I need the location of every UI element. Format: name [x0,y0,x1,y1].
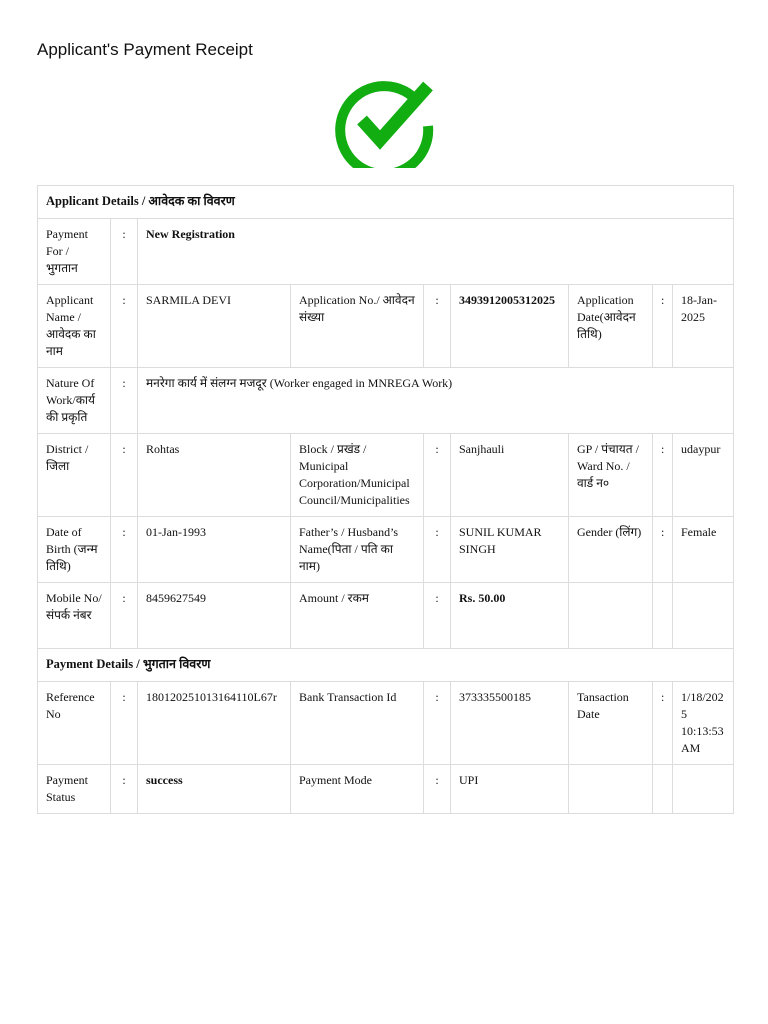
application-date-value: 18-Jan-2025 [673,285,734,368]
amount-value: Rs. 50.00 [451,583,569,649]
applicant-details-heading: Applicant Details / आवेदक का विवरण [38,186,734,219]
payment-status-label: Payment Status [38,765,111,814]
applicant-name-label: Applicant Name / आवेदक का नाम [38,285,111,368]
payment-status-value: success [138,765,291,814]
payment-for-label: Payment For / भुगतान [38,219,111,285]
separator: : [111,583,138,649]
empty-cell [673,765,734,814]
payment-status-row [38,765,734,814]
receipt-table [37,185,734,814]
empty-cell [673,583,734,649]
payment-details-header-row [38,649,734,682]
district-value: Rohtas [138,434,291,517]
district-row [38,434,734,517]
separator: : [653,285,673,368]
empty-cell [569,765,653,814]
mobile-row [38,583,734,649]
separator: : [424,682,451,765]
application-no-label: Application No./ आवेदन संख्या [291,285,424,368]
separator: : [653,434,673,517]
payment-mode-label: Payment Mode [291,765,424,814]
father-husband-value: SUNIL KUMAR SINGH [451,517,569,583]
separator: : [111,682,138,765]
payment-for-row [38,219,734,285]
empty-cell [653,765,673,814]
payment-details-heading: Payment Details / भुगतान विवरण [38,649,734,682]
mobile-label: Mobile No/संपर्क नंबर [38,583,111,649]
separator: : [653,682,673,765]
separator: : [653,517,673,583]
block-value: Sanjhauli [451,434,569,517]
dob-row [38,517,734,583]
amount-label: Amount / रकम [291,583,424,649]
reference-row [38,682,734,765]
separator: : [111,765,138,814]
success-check-icon [332,70,436,168]
separator: : [111,434,138,517]
reference-no-label: Reference No [38,682,111,765]
payment-mode-value: UPI [451,765,569,814]
bank-transaction-id-value: 373335500185 [451,682,569,765]
gp-label: GP / पंचायत / Ward No. / वार्ड न० [569,434,653,517]
gp-value: udaypur [673,434,734,517]
separator: : [424,583,451,649]
gender-label: Gender (लिंग) [569,517,653,583]
separator: : [424,765,451,814]
applicant-details-header-row [38,186,734,219]
page-title: Applicant's Payment Receipt [37,40,253,59]
transaction-date-label: Tansaction Date [569,682,653,765]
district-label: District / जिला [38,434,111,517]
separator: : [424,517,451,583]
payment-for-value: New Registration [138,219,734,285]
dob-value: 01-Jan-1993 [138,517,291,583]
separator: : [111,285,138,368]
father-husband-label: Father’s / Husband’s Name(पिता / पति का नाम) [291,517,424,583]
transaction-date-value: 1/18/2025 10:13:53 AM [673,682,734,765]
separator: : [111,517,138,583]
empty-cell [569,583,653,649]
separator: : [424,285,451,368]
nature-of-work-label: Nature Of Work/कार्य की प्रकृति [38,368,111,434]
applicant-name-row [38,285,734,368]
separator: : [111,219,138,285]
application-date-label: Application Date(आवेदन तिथि) [569,285,653,368]
block-label: Block / प्रखंड / Municipal Corporation/Municipal Council/Municipalities [291,434,424,517]
empty-cell [653,583,673,649]
applicant-name-value: SARMILA DEVI [138,285,291,368]
separator: : [424,434,451,517]
dob-label: Date of Birth (जन्म तिथि) [38,517,111,583]
separator: : [111,368,138,434]
nature-of-work-row [38,368,734,434]
gender-value: Female [673,517,734,583]
mobile-value: 8459627549 [138,583,291,649]
bank-transaction-id-label: Bank Transaction Id [291,682,424,765]
nature-of-work-value: मनरेगा कार्य में संलग्न मजदूर (Worker engaged in MNREGA Work) [138,368,734,434]
reference-no-value: 180120251013164110L67r [138,682,291,765]
application-no-value: 3493912005312025 [451,285,569,368]
